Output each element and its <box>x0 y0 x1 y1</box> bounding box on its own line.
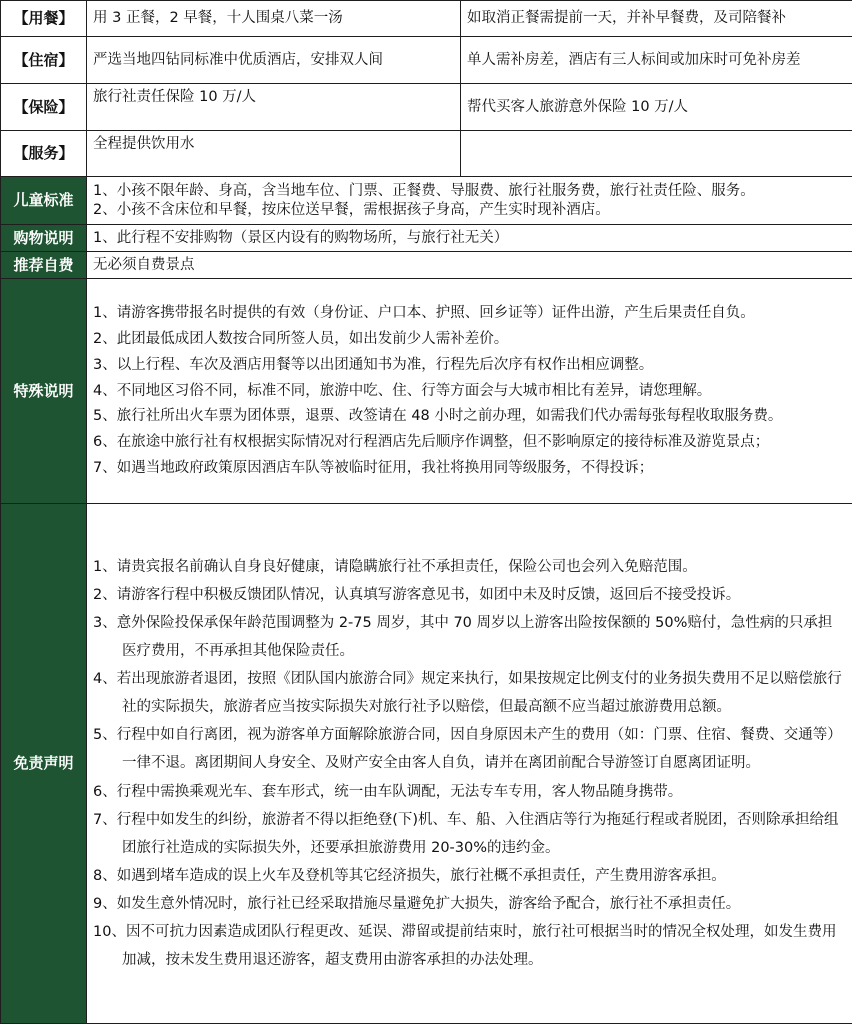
shopping-label: 购物说明 <box>1 225 87 252</box>
child-label: 儿童标准 <box>1 177 87 225</box>
disclaimer-label: 免责声明 <box>1 504 87 1024</box>
special-line: 4、不同地区习俗不同，标准不同，旅游中吃、住、行等方面会与大城市相比有差异，请您理解。 <box>93 382 712 399</box>
row-disclaimer <box>1 504 852 1024</box>
special-line: 1、请游客携带报名时提供的有效（身份证、户口本、护照、回乡证等）证件出游，产生后果责任自负。 <box>93 305 755 322</box>
hotel-included: 严选当地四钻同标准中优质酒店，安排双人间 <box>87 37 461 84</box>
disclaimer-line: 4、若出现旅游者退团，按照《团队国内旅游合同》规定来执行，如果按规定比例支付的业务损失费用不足以赔偿旅行社的实际损失，旅游者应当按实际损失对旅行社予以赔偿，但最高额不应当超过旅游费用总额。 <box>93 671 842 716</box>
special-line: 2、此团最低成团人数按合同所签人员，如出发前少人需补差价。 <box>93 331 509 348</box>
selfpay-label: 推荐自费 <box>1 252 87 279</box>
hotel-label: 【住宿】 <box>1 37 87 84</box>
insurance-included: 旅行社责任保险 10 万/人 <box>87 84 461 131</box>
meals-included: 用 3 正餐，2 早餐，十人围桌八菜一汤 <box>87 1 461 37</box>
hotel-note: 单人需补房差，酒店有三人标间或加床时可免补房差 <box>461 37 852 84</box>
shopping-line: 1、此行程不安排购物（景区内设有的购物场所，与旅行社无关） <box>93 229 509 246</box>
service-note <box>461 131 852 177</box>
special-line: 7、如遇当地政府政策原因酒店车队等被临时征用，我社将换用同等级服务，不得投诉； <box>93 459 654 476</box>
service-included: 全程提供饮用水 <box>87 131 461 177</box>
special-content <box>87 279 852 504</box>
special-line: 5、旅行社所出火车票为团体票，退票、改签请在 48 小时之前办理，如需我们代办需每张每程收取服务费。 <box>93 408 783 425</box>
insurance-note: 帮代买客人旅游意外保险 10 万/人 <box>461 84 852 131</box>
child-line: 1、小孩不限年龄、身高，含当地车位、门票、正餐费、导服费、旅行社服务费，旅行社责任险、服务。 <box>93 182 755 199</box>
child-line: 2、小孩不含床位和早餐，按床位送早餐，需根据孩子身高，产生实时现补酒店。 <box>93 201 610 218</box>
meals-note: 如取消正餐需提前一天，并补早餐费，及司陪餐补 <box>461 1 852 37</box>
row-shopping <box>1 225 852 252</box>
disclaimer-line: 5、行程中如自行离团，视为游客单方面解除旅游合同，因自身原因未产生的费用（如：门票、住宿、餐费、交通等）一律不退。离团期间人身安全、及财产安全由客人自负，请并在离团前配合导游签订自愿离团证明。 <box>93 727 842 772</box>
special-line: 6、在旅途中旅行社有权根据实际情况对行程酒店先后顺序作调整，但不影响原定的接待标准及游览景点； <box>93 433 770 450</box>
row-selfpay <box>1 252 852 279</box>
selfpay-content: 无必须自费景点 <box>87 252 852 279</box>
shopping-content <box>87 225 852 252</box>
insurance-label: 【保险】 <box>1 84 87 131</box>
disclaimer-line: 8、如遇到堵车造成的误上火车及登机等其它经济损失，旅行社概不承担责任，产生费用游客承担。 <box>93 867 726 884</box>
disclaimer-content <box>87 504 852 1024</box>
disclaimer-line: 9、如发生意外情况时，旅行社已经采取措施尽量避免扩大损失，游客给予配合，旅行社不承担责任。 <box>93 895 741 912</box>
special-label: 特殊说明 <box>1 279 87 504</box>
disclaimer-line: 7、行程中如发生的纠纷，旅游者不得以拒绝登(下)机、车、船、入住酒店等行为拖延行程或者脱团，否则除承担给组团旅行社造成的实际损失外，还要承担旅游费用 20-30%的违约金。 <box>93 811 839 856</box>
row-child <box>1 177 852 225</box>
disclaimer-line: 6、行程中需换乘观光车、套车形式，统一由车队调配，无法专车专用，客人物品随身携带。 <box>93 783 683 800</box>
row-hotel <box>1 37 852 84</box>
disclaimer-line: 10、因不可抗力因素造成团队行程更改、延误、滞留或提前结束时，旅行社可根据当时的情况全权处理，如发生费用加减，按未发生费用退还游客，超支费用由游客承担的办法处理。 <box>93 924 837 969</box>
disclaimer-line: 3、意外保险投保承保年龄范围调整为 2-75 周岁，其中 70 周岁以上游客出险按保额的 50%赔付，急性病的只承担医疗费用，不再承担其他保险责任。 <box>93 614 833 660</box>
row-insurance <box>1 84 852 131</box>
disclaimer-line: 1、请贵宾报名前确认自身良好健康，请隐瞒旅行社不承担责任，保险公司也会列入免赔范围。 <box>93 558 697 575</box>
meals-label: 【用餐】 <box>1 1 87 37</box>
disclaimer-line: 2、请游客行程中积极反馈团队情况，认真填写游客意见书，如团中未及时反馈，返回后不接受投诉。 <box>93 586 741 603</box>
row-special <box>1 279 852 504</box>
special-line: 3、以上行程、车次及酒店用餐等以出团通知书为准，行程先后次序有权作出相应调整。 <box>93 356 654 373</box>
row-meals <box>1 1 852 37</box>
service-label: 【服务】 <box>1 131 87 177</box>
child-content <box>87 177 852 225</box>
row-service <box>1 131 852 177</box>
